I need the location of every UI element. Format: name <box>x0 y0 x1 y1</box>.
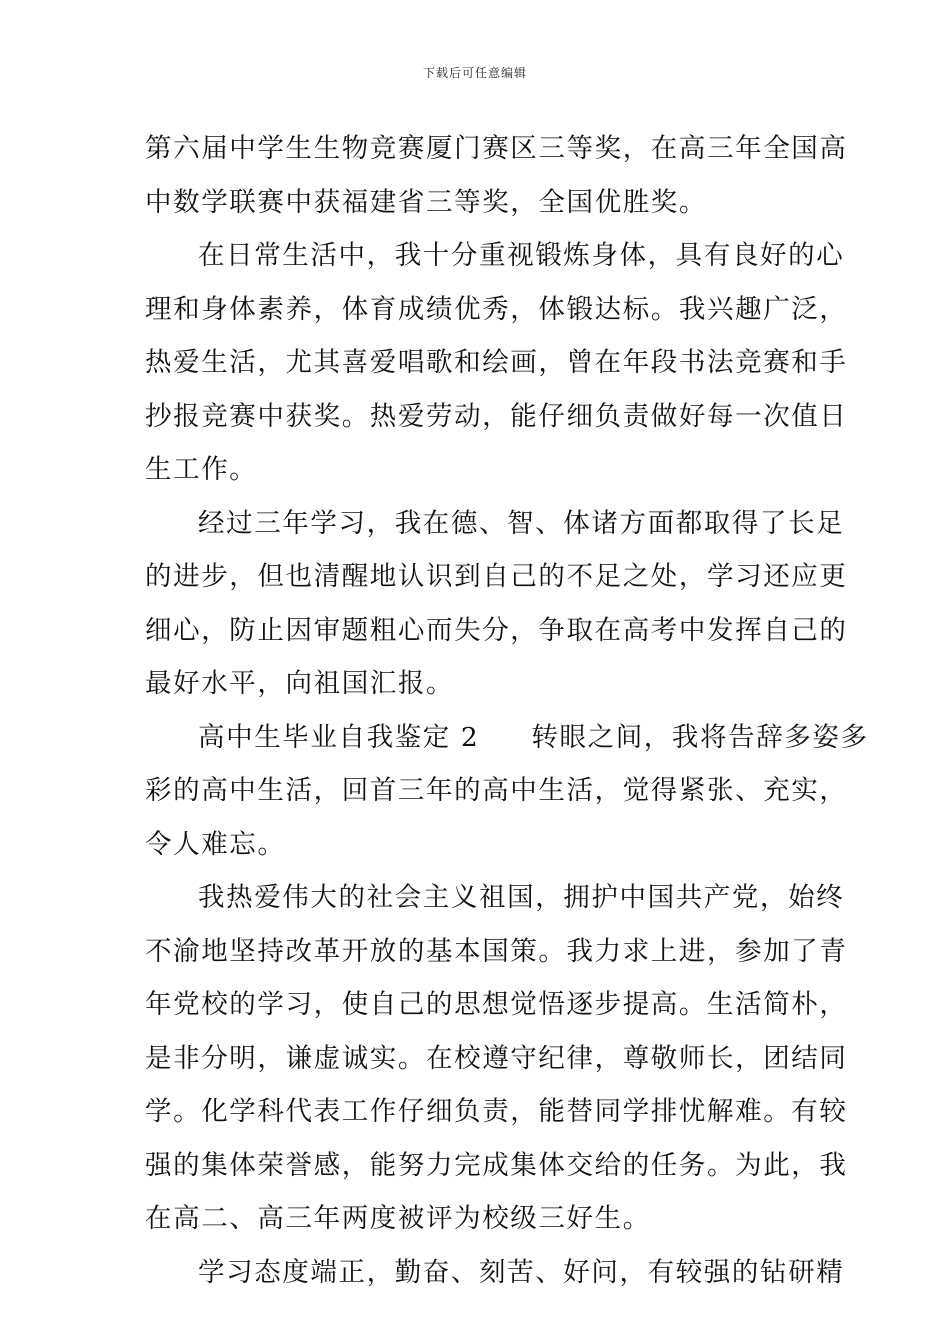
text-line: 第六届中学生生物竞赛厦门赛区三等奖，在高三年全国高 <box>145 133 848 164</box>
text-line: 强的集体荣誉感，能努力完成集体交给的任务。为此，我 <box>145 1149 848 1181</box>
text-line: 是非分明，谦虚诚实。在校遵守纪律，尊敬师长，团结同 <box>145 1042 848 1074</box>
text-line: 转眼之间，我将告辞多姿多 <box>531 721 869 753</box>
text-line: 在日常生活中，我十分重视锻炼身体，具有良好的心 <box>198 240 845 271</box>
text-line: 学。化学科代表工作仔细负责，能替同学排忧解难。有较 <box>145 1096 848 1127</box>
text-line: 在高二、高三年两度被评为校级三好生。 <box>145 1203 651 1234</box>
text-line: 不渝地坚持改革开放的基本国策。我力求上进，参加了青 <box>145 935 848 967</box>
text-line: 的进步，但也清醒地认识到自己的不足之处，学习还应更 <box>145 561 848 592</box>
text-line: 我热爱伟大的社会主义祖国，拥护中国共产党，始终 <box>198 882 845 913</box>
document-body <box>145 122 869 1299</box>
text-line: 中数学联赛中获福建省三等奖，全国优胜奖。 <box>145 186 707 218</box>
paragraph-daily-life <box>145 229 848 497</box>
section-heading: 高中生毕业自我鉴定 2 <box>198 721 480 753</box>
paragraph-section-2 <box>145 711 869 872</box>
text-line: 令人难忘。 <box>145 828 286 860</box>
text-line: 学习态度端正，勤奋、刻苦、好问，有较强的钻研精 <box>198 1256 845 1288</box>
text-line: 经过三年学习，我在德、智、体诸方面都取得了长足 <box>198 507 845 539</box>
text-line: 热爱生活，尤其喜爱唱歌和绘画，曾在年段书法竞赛和手 <box>145 347 848 378</box>
section-heading-line <box>145 711 869 765</box>
text-line: 理和身体素养，体育成绩优秀，体锻达标。我兴趣广泛， <box>145 293 848 325</box>
paragraph-study-attitude <box>145 1246 845 1300</box>
text-line: 抄报竞赛中获奖。热爱劳动，能仔细负责做好每一次值日 <box>145 400 848 432</box>
paragraph-three-years <box>145 497 848 711</box>
text-line: 最好水平，向祖国汇报。 <box>145 668 455 699</box>
paragraph-patriotism <box>145 871 848 1246</box>
text-line: 生工作。 <box>145 454 258 485</box>
page-header-note: 下载后可任意编辑 <box>422 66 527 80</box>
text-line: 彩的高中生活，回首三年的高中生活，觉得紧张、充实， <box>145 775 848 806</box>
text-line: 年党校的学习，使自己的思想觉悟逐步提高。生活简朴， <box>145 989 848 1020</box>
paragraph-awards <box>145 122 848 229</box>
text-line: 细心，防止因审题粗心而失分，争取在高考中发挥自己的 <box>145 614 848 646</box>
